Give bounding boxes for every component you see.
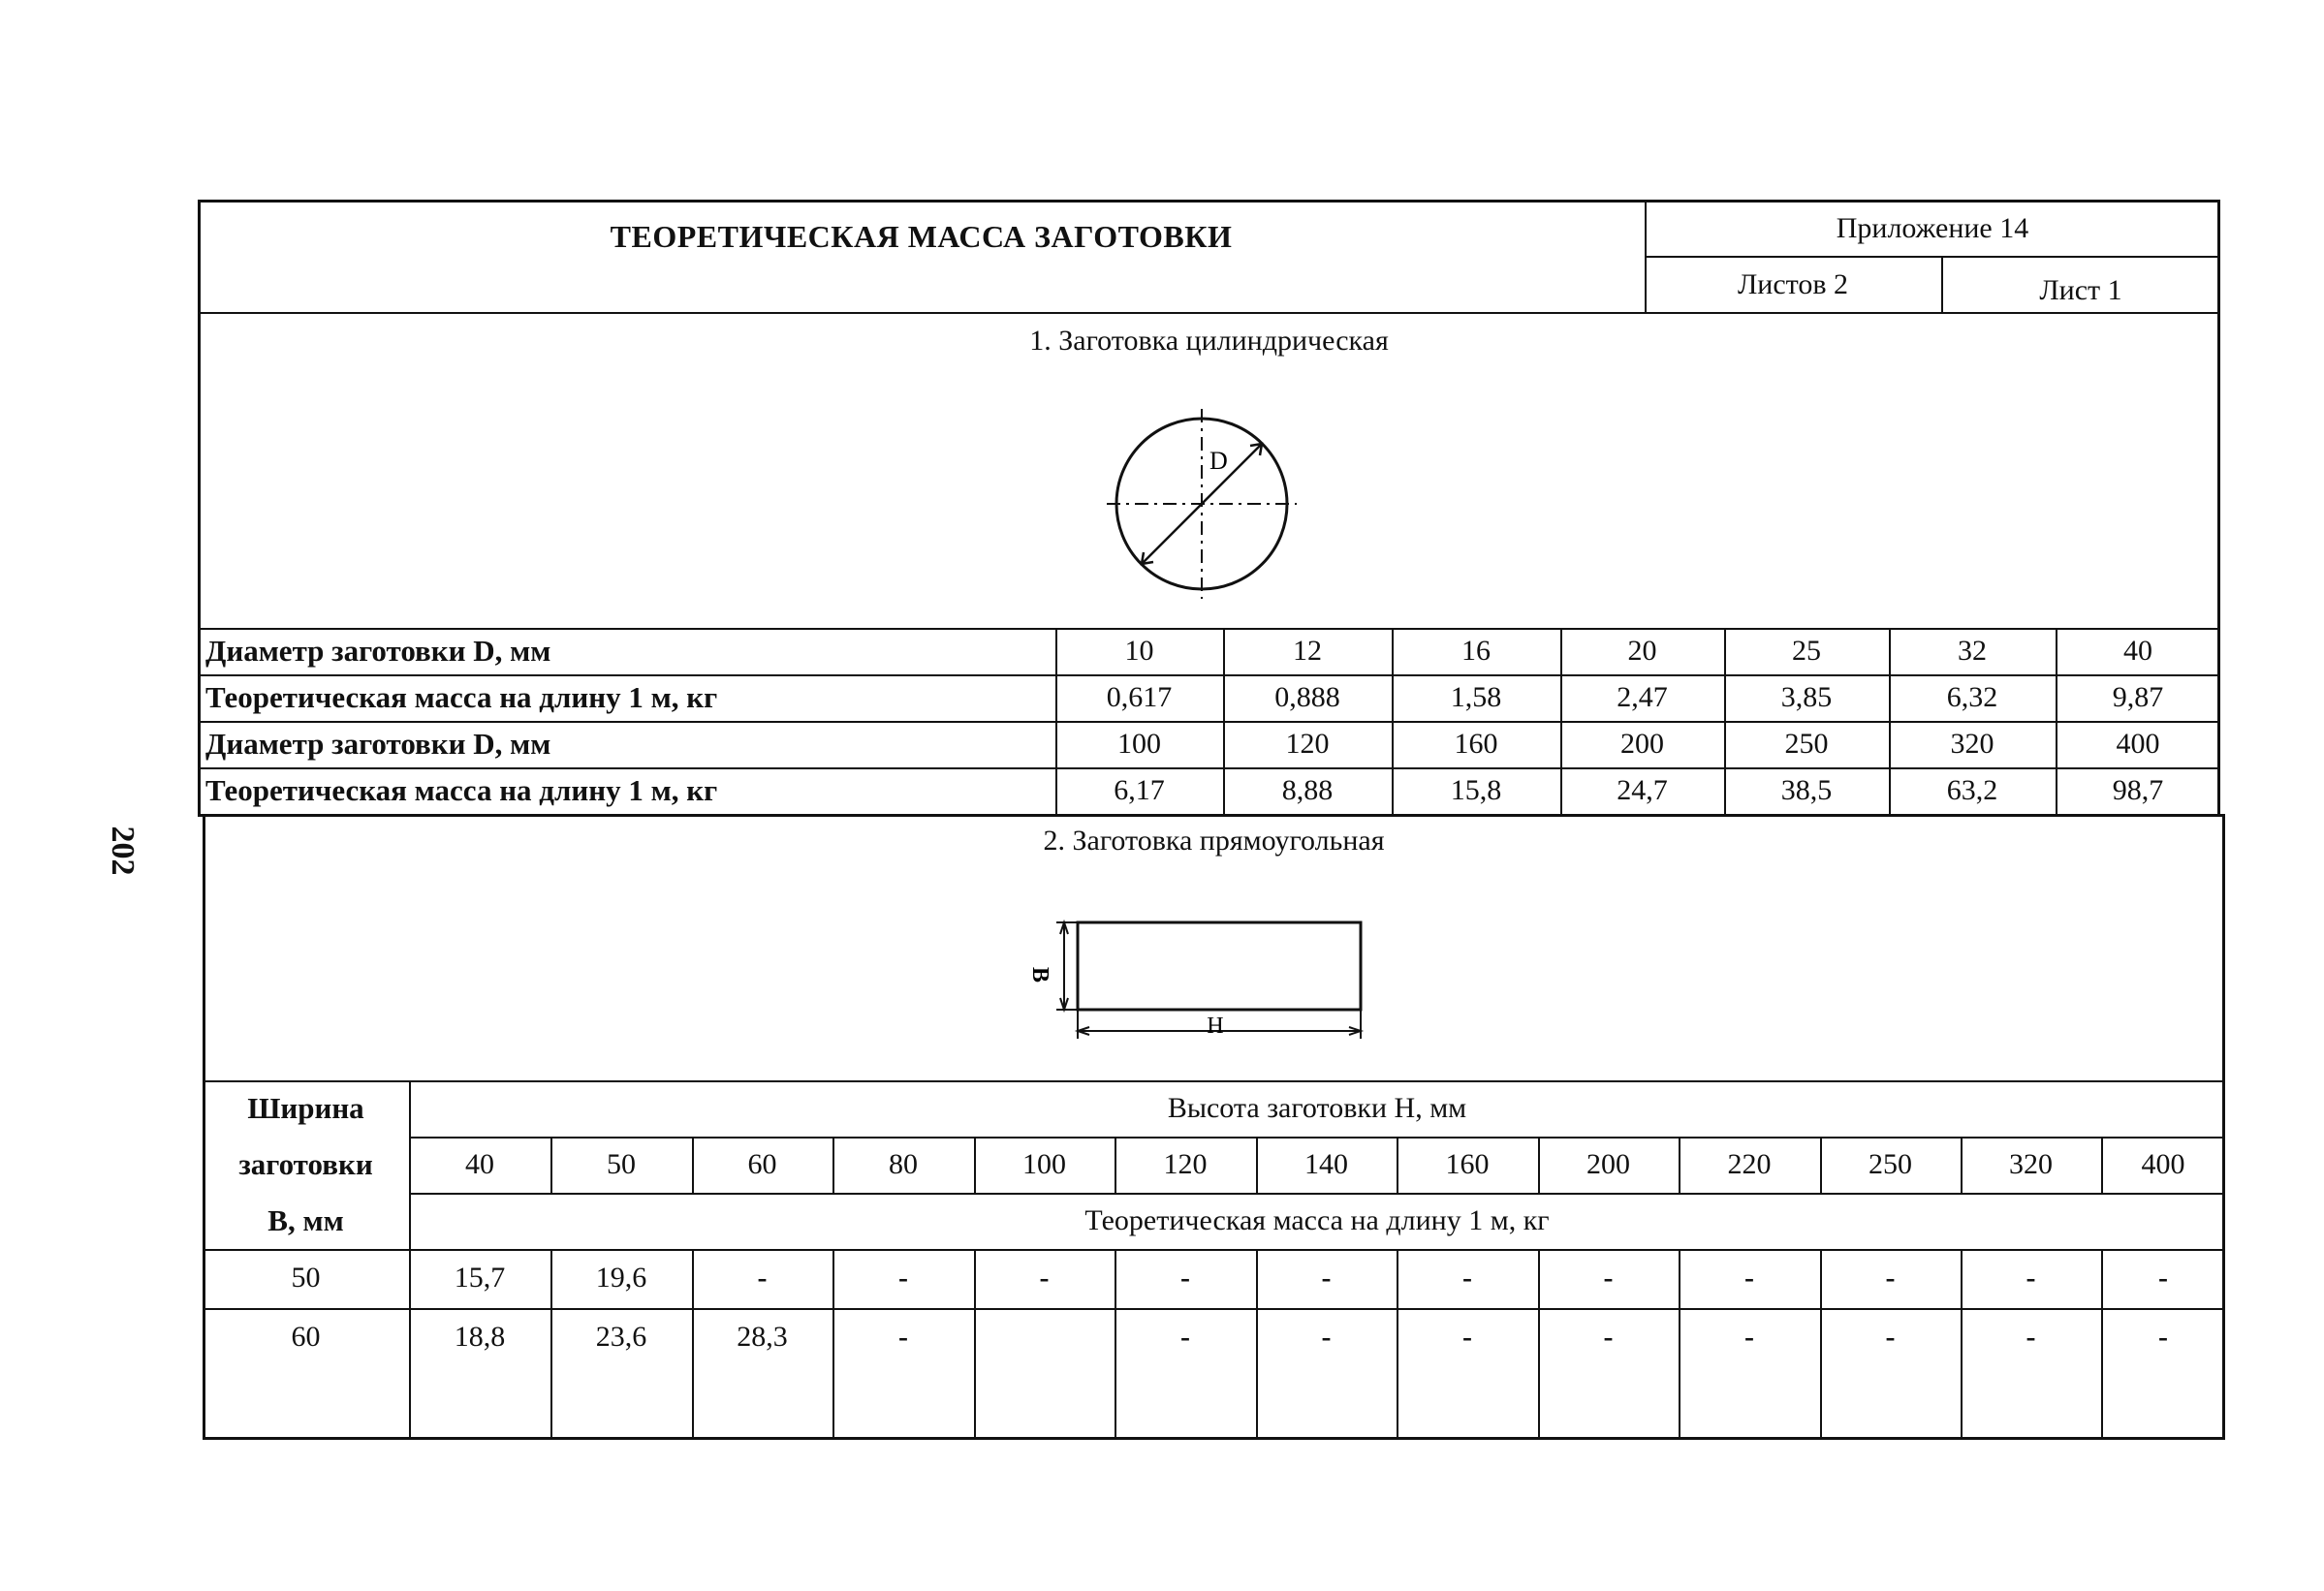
appendix-label: Приложение 14 xyxy=(1836,212,2029,244)
table2-cell: - xyxy=(898,1321,908,1353)
width-header-line2: заготовки xyxy=(238,1147,373,1181)
table1-row-label: Диаметр заготовки D, мм xyxy=(205,634,551,668)
table1-cell: 6,32 xyxy=(1946,681,1998,713)
height-dimension-label: H xyxy=(1207,1012,1224,1037)
page-title: ТЕОРЕТИЧЕСКАЯ МАССА ЗАГОТОВКИ xyxy=(610,219,1233,254)
height-column-header: 250 xyxy=(1869,1148,1912,1180)
table1-cell: 160 xyxy=(1454,728,1498,760)
table1-row-line xyxy=(198,767,2220,769)
height-column-header: 60 xyxy=(747,1148,777,1180)
table1-cell: 16 xyxy=(1461,635,1491,667)
height-column-header: 400 xyxy=(2141,1148,2185,1180)
width-dimension-label: B xyxy=(1027,967,1052,983)
height-column-header: 200 xyxy=(1586,1148,1630,1180)
table1-cell: 12 xyxy=(1293,635,1322,667)
table2-cell: - xyxy=(1603,1321,1614,1353)
height-column-header: 120 xyxy=(1163,1148,1208,1180)
table1-cell: 0,617 xyxy=(1106,681,1173,713)
section2-title: 2. Заготовка прямоугольная xyxy=(1043,825,1385,857)
table2-cell: - xyxy=(2158,1262,2168,1294)
height-column-header: 160 xyxy=(1445,1148,1490,1180)
table2-header-bottom-line xyxy=(203,1249,2225,1251)
table2-cell: - xyxy=(1180,1262,1190,1294)
table1-row-line xyxy=(198,674,2220,676)
table1-cell: 120 xyxy=(1285,728,1330,760)
table1-row-label: Диаметр заготовки D, мм xyxy=(205,727,551,761)
table2-heights-top-line xyxy=(409,1137,2225,1139)
table1-cell: 200 xyxy=(1620,728,1664,760)
table2-width-value: 60 xyxy=(291,1321,321,1353)
table1-top-line xyxy=(198,628,2220,630)
diameter-label: D xyxy=(1209,447,1228,475)
table2-cell: - xyxy=(1744,1321,1754,1353)
height-column-header: 140 xyxy=(1304,1148,1348,1180)
table1-cell: 2,47 xyxy=(1617,681,1668,713)
table2-cell: 23,6 xyxy=(595,1321,647,1353)
table2-cell: 15,7 xyxy=(454,1262,506,1294)
table2-cell: - xyxy=(1885,1262,1896,1294)
width-header-line1: Ширина xyxy=(247,1091,364,1125)
table1-cell: 15,8 xyxy=(1450,774,1502,806)
table2-cell: - xyxy=(1039,1262,1050,1294)
table2-cell: - xyxy=(1462,1321,1472,1353)
sheets-total: Листов 2 xyxy=(1737,268,1849,300)
table1-cell: 250 xyxy=(1784,728,1829,760)
table1-row-label: Теоретическая масса на длину 1 м, кг xyxy=(205,680,718,714)
height-column-header: 100 xyxy=(1022,1148,1066,1180)
section1-title: 1. Заготовка цилиндрическая xyxy=(1029,325,1389,357)
table2-row-line xyxy=(203,1308,2225,1310)
table2-cell: - xyxy=(1321,1262,1332,1294)
width-header-line3: В, мм xyxy=(267,1203,344,1237)
mass-header: Теоретическая масса на длину 1 м, кг xyxy=(1084,1204,1550,1236)
table1-cell: 98,7 xyxy=(2112,774,2164,806)
header-inner-line xyxy=(1645,256,2220,258)
table1-cell: 20 xyxy=(1627,635,1657,667)
table1-cell: 3,85 xyxy=(1780,681,1833,713)
table2-cell: - xyxy=(2158,1321,2168,1353)
rectangular-bar-diagram xyxy=(1008,911,1376,1046)
table1-cell: 0,888 xyxy=(1274,681,1340,713)
table2-top-line xyxy=(203,1080,2225,1082)
height-column-header: 320 xyxy=(2009,1148,2053,1180)
table1-cell: 24,7 xyxy=(1617,774,1668,806)
table1-cell: 40 xyxy=(2123,635,2152,667)
table1-row-label: Теоретическая масса на длину 1 м, кг xyxy=(205,773,718,807)
table2-cell: - xyxy=(1603,1262,1614,1294)
table2-cell: - xyxy=(2026,1262,2036,1294)
table1-cell: 10 xyxy=(1124,635,1154,667)
table1-cell: 6,17 xyxy=(1114,774,1165,806)
cylinder-cross-section-diagram xyxy=(1095,407,1308,601)
header-bottom-line xyxy=(198,312,2220,314)
table2-width-value: 50 xyxy=(291,1262,321,1294)
table1-cell: 100 xyxy=(1117,728,1161,760)
table2-heights-bottom-line xyxy=(409,1193,2225,1195)
height-column-header: 50 xyxy=(607,1148,636,1180)
height-column-header: 220 xyxy=(1727,1148,1772,1180)
page-number: 202 xyxy=(105,826,141,876)
height-header: Высота заготовки Н, мм xyxy=(1167,1092,1467,1124)
table1-cell: 32 xyxy=(1958,635,1987,667)
table2-cell: 28,3 xyxy=(737,1321,788,1353)
table1-cell: 63,2 xyxy=(1946,774,1998,806)
table2-cell: - xyxy=(757,1262,768,1294)
table2-cell: - xyxy=(1180,1321,1190,1353)
table2-cell: - xyxy=(898,1262,908,1294)
height-column-header: 40 xyxy=(465,1148,494,1180)
table2-cell: - xyxy=(1462,1262,1472,1294)
table1-cell: 9,87 xyxy=(2112,681,2164,713)
table2-cell: 18,8 xyxy=(454,1321,506,1353)
table2-cell: 19,6 xyxy=(595,1262,647,1294)
table2-cell: - xyxy=(1885,1321,1896,1353)
table1-row-line xyxy=(198,721,2220,723)
table1-cell: 38,5 xyxy=(1780,774,1833,806)
sheet-current: Лист 1 xyxy=(2039,274,2122,306)
table1-cell: 8,88 xyxy=(1281,774,1334,806)
table1-cell: 320 xyxy=(1950,728,1994,760)
table1-cell: 400 xyxy=(2116,728,2160,760)
height-column-header: 80 xyxy=(889,1148,918,1180)
table1-cell: 25 xyxy=(1792,635,1821,667)
table2-cell: - xyxy=(1321,1321,1332,1353)
table1-cell: 1,58 xyxy=(1450,681,1502,713)
table2-cell: - xyxy=(2026,1321,2036,1353)
table2-cell: - xyxy=(1744,1262,1754,1294)
